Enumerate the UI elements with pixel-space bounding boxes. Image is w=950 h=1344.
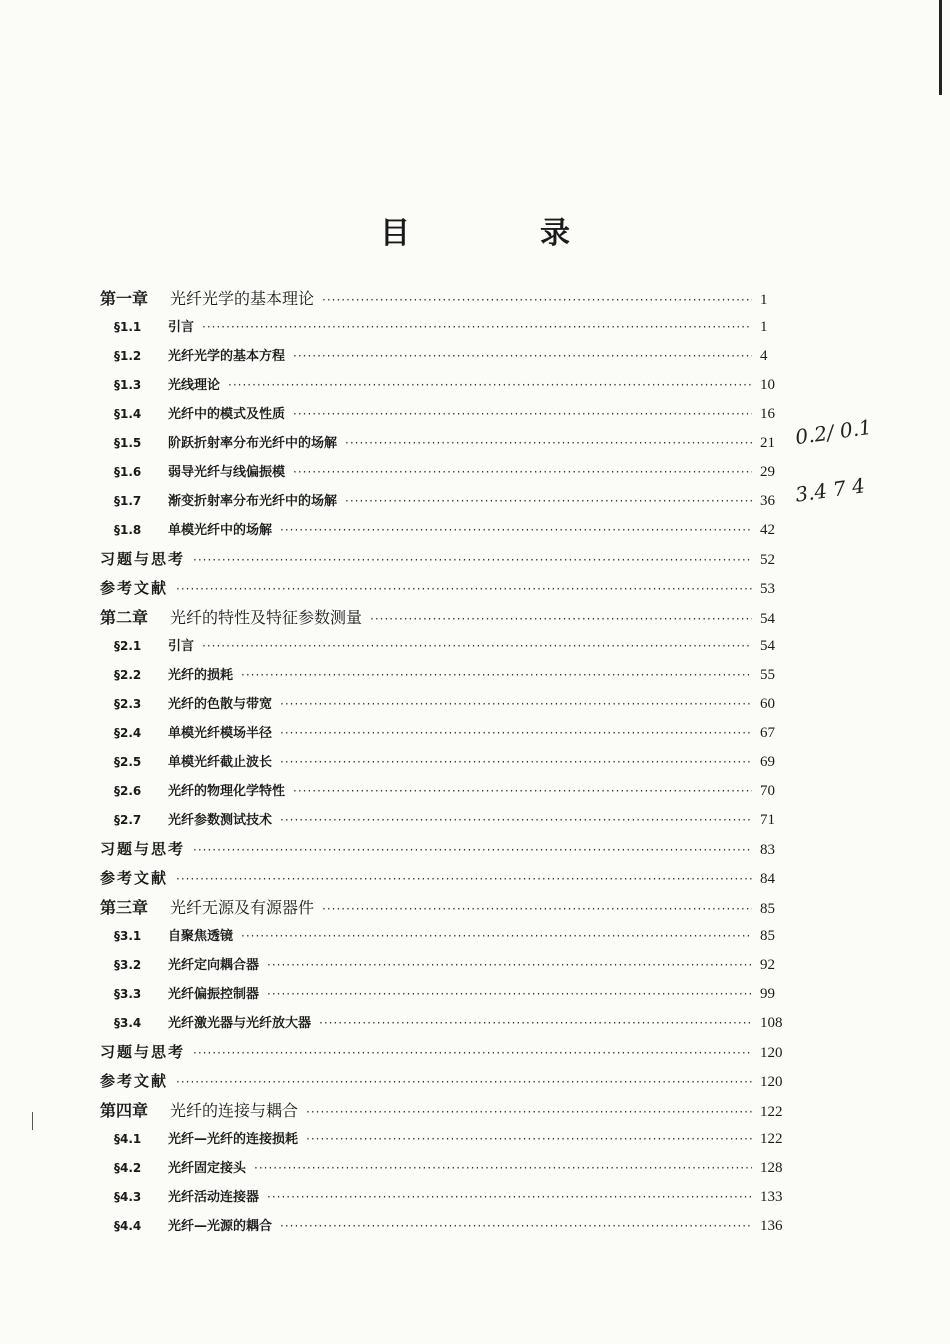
- toc-entry-section[interactable]: [100, 371, 790, 400]
- dot-leader: [345, 487, 752, 516]
- toc-entry-page-number: 1: [760, 319, 768, 335]
- toc-entry-label: §2.4: [114, 726, 142, 740]
- toc-entry-heading: 光纤固定接头: [168, 1161, 247, 1176]
- toc-entry-page-number: 71: [760, 812, 775, 828]
- toc-entry-heading: 单模光纤模场半径: [168, 726, 273, 741]
- toc-entry-heading: 光纤中的模式及性质: [168, 407, 286, 422]
- toc-entry-page-number: 120: [760, 1074, 783, 1090]
- dot-leader: [228, 371, 752, 400]
- toc-entry-heading: 光纤—光源的耦合: [168, 1219, 273, 1234]
- toc-entry-section[interactable]: [100, 980, 790, 1009]
- toc-entry-label: §1.7: [114, 494, 142, 508]
- toc-entry-page-number: 120: [760, 1045, 783, 1061]
- toc-entry-label: §2.1: [114, 639, 142, 653]
- toc-entry-section[interactable]: [100, 429, 790, 458]
- toc-entry-heading: 光线理论: [168, 378, 221, 393]
- toc-entry-section[interactable]: [100, 719, 790, 748]
- toc-entry-heading: 阶跃折射率分布光纤中的场解: [168, 436, 338, 451]
- toc-entry-page-number: 52: [760, 552, 775, 568]
- toc-entry-label: §1.2: [114, 349, 142, 363]
- toc-entry-page-number: 36: [760, 493, 775, 509]
- toc-entry-section[interactable]: [100, 1009, 790, 1038]
- toc-entry-page-number: 83: [760, 842, 775, 858]
- toc-entry-section[interactable]: [100, 1154, 790, 1183]
- dot-leader: [193, 836, 752, 865]
- toc-entry-label: 习题与思考: [100, 550, 186, 568]
- toc-entry-page-number: 85: [760, 901, 775, 917]
- toc-entry-section[interactable]: [100, 806, 790, 835]
- toc-entry-section[interactable]: [100, 1212, 790, 1241]
- toc-entry-section[interactable]: [100, 313, 790, 342]
- toc-entry-label: 第一章: [100, 289, 149, 308]
- toc-entry-back[interactable]: [100, 1038, 790, 1067]
- toc-entry-heading: 单模光纤中的场解: [168, 523, 273, 538]
- toc-entry-section[interactable]: [100, 487, 790, 516]
- toc-entry-chapter[interactable]: [100, 284, 790, 313]
- dot-leader: [193, 1039, 752, 1068]
- toc-entry-label: §4.1: [114, 1132, 142, 1146]
- table-of-contents: [100, 284, 790, 1241]
- toc-entry-label: §1.8: [114, 523, 142, 537]
- dot-leader: [322, 895, 752, 924]
- toc-entry-page-number: 60: [760, 696, 775, 712]
- dot-leader: [280, 806, 752, 835]
- toc-entry-label: §2.2: [114, 668, 142, 682]
- dot-leader: [306, 1098, 752, 1127]
- toc-entry-page-number: 108: [760, 1015, 783, 1031]
- toc-entry-page-number: 122: [760, 1131, 783, 1147]
- toc-entry-page-number: 16: [760, 406, 775, 422]
- toc-entry-section[interactable]: [100, 951, 790, 980]
- toc-entry-heading: 光纤的物理化学特性: [168, 784, 286, 799]
- dot-leader: [176, 1068, 752, 1097]
- toc-entry-label: §4.4: [114, 1219, 142, 1233]
- toc-entry-page-number: 67: [760, 725, 775, 741]
- toc-entry-label: §3.2: [114, 958, 142, 972]
- toc-entry-label: 参考文献: [100, 869, 169, 887]
- toc-entry-section[interactable]: [100, 632, 790, 661]
- toc-entry-page-number: 29: [760, 464, 775, 480]
- dot-leader: [267, 1183, 752, 1212]
- toc-entry-label: §2.5: [114, 755, 142, 769]
- toc-entry-page-number: 122: [760, 1104, 783, 1120]
- toc-entry-heading: 光纤的特性及特征参数测量: [170, 608, 363, 627]
- toc-entry-label: §1.1: [114, 320, 142, 334]
- toc-entry-section[interactable]: [100, 342, 790, 371]
- toc-entry-label: §1.4: [114, 407, 142, 421]
- dot-leader: [293, 458, 752, 487]
- toc-entry-section[interactable]: [100, 400, 790, 429]
- toc-entry-label: §2.7: [114, 813, 142, 827]
- toc-entry-label: 参考文献: [100, 1072, 169, 1090]
- toc-entry-label: 习题与思考: [100, 840, 186, 858]
- toc-entry-back[interactable]: [100, 1067, 790, 1096]
- toc-entry-label: §1.6: [114, 465, 142, 479]
- toc-entry-label: §3.1: [114, 929, 142, 943]
- toc-entry-page-number: 92: [760, 957, 775, 973]
- toc-entry-page-number: 1: [760, 292, 768, 308]
- toc-entry-section[interactable]: [100, 1183, 790, 1212]
- toc-entry-page-number: 21: [760, 435, 775, 451]
- handwritten-note: 0.2/ 0.1: [793, 414, 874, 450]
- toc-entry-page-number: 69: [760, 754, 775, 770]
- dot-leader: [267, 951, 752, 980]
- toc-entry-page-number: 99: [760, 986, 775, 1002]
- toc-entry-label: §1.5: [114, 436, 142, 450]
- toc-entry-label: §4.3: [114, 1190, 142, 1204]
- dot-leader: [370, 605, 752, 634]
- toc-entry-label: §1.3: [114, 378, 142, 392]
- toc-entry-heading: 渐变折射率分布光纤中的场解: [168, 494, 338, 509]
- toc-entry-heading: 光纤光学的基本理论: [170, 289, 315, 308]
- toc-entry-heading: 光纤—光纤的连接损耗: [168, 1132, 299, 1147]
- toc-entry-section[interactable]: [100, 748, 790, 777]
- dot-leader: [202, 632, 752, 661]
- toc-entry-section[interactable]: [100, 690, 790, 719]
- toc-entry-label: §4.2: [114, 1161, 142, 1175]
- toc-entry-page-number: 53: [760, 581, 775, 597]
- toc-entry-heading: 光纤的损耗: [168, 668, 234, 683]
- toc-entry-back[interactable]: [100, 864, 790, 893]
- toc-entry-heading: 光纤无源及有源器件: [170, 898, 315, 917]
- toc-entry-page-number: 128: [760, 1160, 783, 1176]
- toc-entry-heading: 引言: [168, 639, 195, 654]
- toc-entry-section[interactable]: [100, 458, 790, 487]
- toc-entry-chapter[interactable]: [100, 1096, 790, 1125]
- dot-leader: [280, 719, 752, 748]
- toc-entry-page-number: 85: [760, 928, 775, 944]
- toc-entry-heading: 光纤光学的基本方程: [168, 349, 286, 364]
- toc-entry-section[interactable]: [100, 1125, 790, 1154]
- toc-entry-page-number: 54: [760, 638, 775, 654]
- handwritten-note: 3.4 7 4: [793, 473, 867, 507]
- dot-leader: [293, 777, 752, 806]
- dot-leader: [193, 546, 752, 575]
- toc-entry-page-number: 70: [760, 783, 775, 799]
- toc-entry-heading: 弱导光纤与线偏振模: [168, 465, 286, 480]
- toc-entry-section[interactable]: [100, 777, 790, 806]
- dot-leader: [241, 661, 752, 690]
- dot-leader: [306, 1125, 752, 1154]
- toc-entry-page-number: 4: [760, 348, 768, 364]
- toc-entry-page-number: 42: [760, 522, 775, 538]
- dot-leader: [267, 980, 752, 1009]
- toc-entry-chapter[interactable]: [100, 603, 790, 632]
- dot-leader: [280, 690, 752, 719]
- dot-leader: [280, 748, 752, 777]
- toc-entry-label: 第二章: [100, 608, 149, 627]
- dot-leader: [319, 1009, 752, 1038]
- toc-entry-back[interactable]: [100, 835, 790, 864]
- toc-entry-heading: 光纤活动连接器: [168, 1190, 260, 1205]
- toc-entry-back[interactable]: [100, 574, 790, 603]
- page-edge-line: [939, 0, 942, 95]
- dot-leader: [293, 400, 752, 429]
- toc-entry-heading: 引言: [168, 320, 195, 335]
- toc-entry-page-number: 10: [760, 377, 775, 393]
- toc-entry-page-number: 55: [760, 667, 775, 683]
- toc-entry-label: 第四章: [100, 1101, 149, 1120]
- toc-entry-label: 参考文献: [100, 579, 169, 597]
- dot-leader: [254, 1154, 752, 1183]
- toc-entry-label: §2.3: [114, 697, 142, 711]
- margin-mark: [32, 1112, 33, 1130]
- toc-entry-page-number: 136: [760, 1218, 783, 1234]
- dot-leader: [280, 1212, 752, 1241]
- dot-leader: [202, 313, 752, 342]
- toc-entry-heading: 光纤的连接与耦合: [170, 1101, 299, 1120]
- toc-entry-page-number: 54: [760, 611, 775, 627]
- toc-entry-label: 第三章: [100, 898, 149, 917]
- toc-entry-chapter[interactable]: [100, 893, 790, 922]
- page-title: 目 录: [380, 216, 620, 252]
- dot-leader: [176, 865, 752, 894]
- toc-entry-heading: 光纤定向耦合器: [168, 958, 260, 973]
- dot-leader: [345, 429, 752, 458]
- toc-entry-heading: 光纤偏振控制器: [168, 987, 260, 1002]
- toc-entry-label: 习题与思考: [100, 1043, 186, 1061]
- toc-entry-page-number: 133: [760, 1189, 783, 1205]
- dot-leader: [176, 575, 752, 604]
- toc-entry-heading: 自聚焦透镜: [168, 929, 234, 944]
- dot-leader: [280, 516, 752, 545]
- dot-leader: [293, 342, 752, 371]
- toc-entry-heading: 单模光纤截止波长: [168, 755, 273, 770]
- dot-leader: [322, 286, 752, 315]
- toc-entry-heading: 光纤参数测试技术: [168, 813, 273, 828]
- toc-entry-back[interactable]: [100, 545, 790, 574]
- toc-entry-heading: 光纤激光器与光纤放大器: [168, 1016, 312, 1031]
- dot-leader: [241, 922, 752, 951]
- toc-entry-heading: 光纤的色散与带宽: [168, 697, 273, 712]
- toc-entry-section[interactable]: [100, 922, 790, 951]
- toc-entry-label: §3.4: [114, 1016, 142, 1030]
- toc-entry-section[interactable]: [100, 661, 790, 690]
- toc-entry-label: §3.3: [114, 987, 142, 1001]
- toc-entry-section[interactable]: [100, 516, 790, 545]
- toc-entry-label: §2.6: [114, 784, 142, 798]
- toc-entry-page-number: 84: [760, 871, 775, 887]
